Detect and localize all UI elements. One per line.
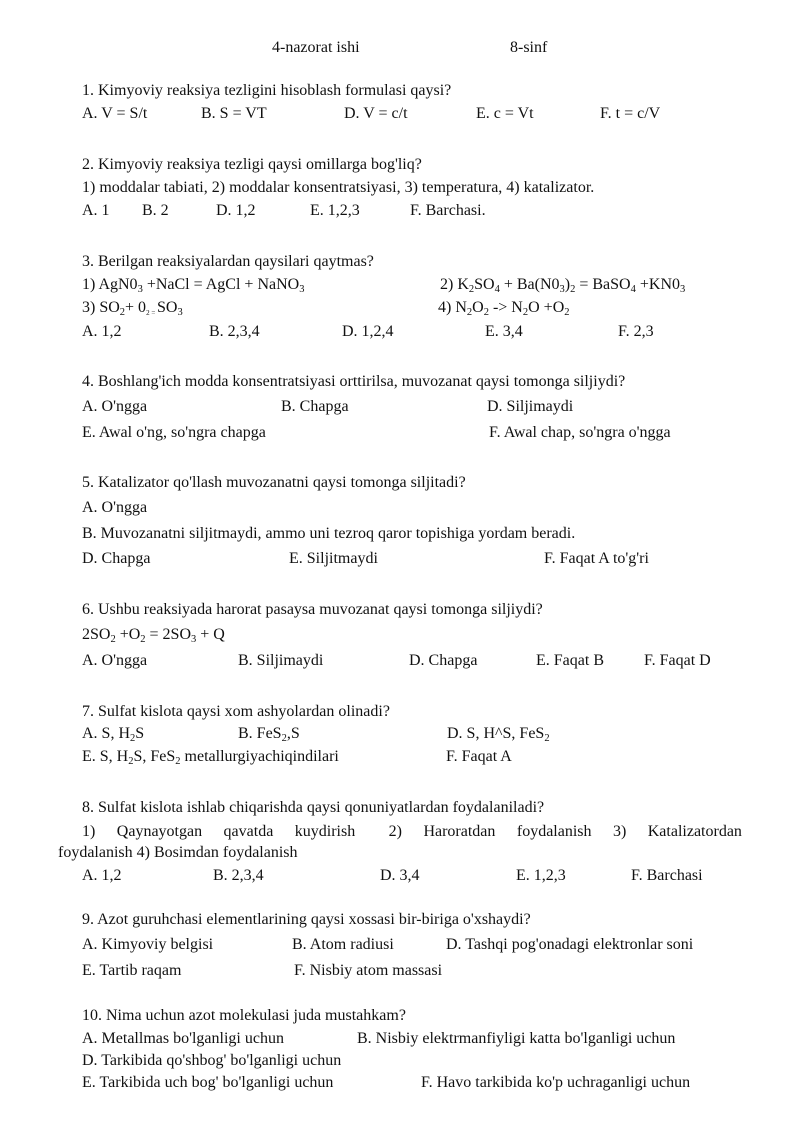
q2-option-d: D. 1,2: [216, 202, 256, 219]
q10-option-e: E. Tarkibida uch bog' bo'lganligi uchun: [82, 1074, 334, 1091]
q6-equation: $2SO_2 +O_2 = 2SO_3 + Q$: [82, 626, 225, 645]
q2-option-b: B. 2: [142, 202, 169, 219]
q4-option-f: F. Awal chap, so'ngra o'ngga: [489, 424, 671, 441]
q1-option-d: D. V = c/t: [344, 105, 408, 122]
question-4: 4. Boshlang'ich modda konsentratsiyasi orttirilsa, muvozanat qaysi tomonga siljiydi?: [82, 373, 626, 390]
q6-option-b: B. Siljimaydi: [238, 652, 324, 669]
test-title: 4-nazorat ishi: [272, 39, 360, 56]
q8-option-e: E. 1,2,3: [516, 867, 566, 884]
q7-option-a: A. S, $H_2S$: [82, 725, 145, 744]
q6-option-d: D. Chapga: [409, 652, 478, 669]
grade-label: 8-sinf: [510, 39, 548, 56]
q4-option-e: E. Awal o'ng, so'ngra chapga: [82, 424, 266, 441]
q7-option-e: E. S, $H_2S$, FeS$_2$ metallurgiyachiqindilari: [82, 748, 339, 767]
q9-option-d: D. Tashqi pog'onadagi elektronlar soni: [446, 936, 694, 953]
q1-option-a: A. V = S/t: [82, 105, 148, 122]
q9-option-b: B. Atom radiusi: [292, 936, 394, 953]
q3-reaction-4: 4) $N_2O_2 -> N_2O +O_2$: [438, 299, 570, 318]
q8-option-b: B. 2,3,4: [213, 867, 264, 884]
q3-reaction-3: 3) $SO_2+ 0_{2 =}$ $SO_3$: [82, 299, 183, 318]
q4-option-d: D. Siljimaydi: [487, 398, 574, 415]
q5-option-a: A. O'ngga: [82, 499, 148, 516]
q3-option-f: F. 2,3: [618, 323, 654, 340]
q4-option-b: B. Chapga: [281, 398, 349, 415]
q9-option-f: F. Nisbiy atom massasi: [294, 962, 443, 979]
q3-option-b: B. 2,3,4: [209, 323, 260, 340]
q10-option-d: D. Tarkibida qo'shbog' bo'lganligi uchun: [82, 1052, 342, 1069]
question-8: 8. Sulfat kislota ishlab chiqarishda qaysi qonuniyatlardan foydalaniladi?: [82, 799, 545, 816]
q9-option-a: A. Kimyoviy belgisi: [82, 936, 214, 953]
q10-option-a: A. Metallmas bo'lganligi uchun: [82, 1030, 284, 1047]
q8-option-a: A. 1,2: [82, 867, 122, 884]
q9-option-e: E. Tartib raqam: [82, 962, 182, 979]
q3-option-e: E. 3,4: [485, 323, 523, 340]
q10-option-b: B. Nisbiy elektrmanfiyligi katta bo'lganligi uchun: [357, 1030, 676, 1047]
question-7: 7. Sulfat kislota qaysi xom ashyolardan olinadi?: [82, 703, 390, 720]
q5-option-d: D. Chapga: [82, 550, 151, 567]
question-5: 5. Katalizator qo'llash muvozanatni qaysi tomonga siljitadi?: [82, 474, 466, 491]
q1-option-e: E. c = Vt: [476, 105, 534, 122]
q1-option-f: F. t = c/V: [600, 105, 661, 122]
q6-option-f: F. Faqat D: [644, 652, 711, 669]
question-1: 1. Kimyoviy reaksiya tezligini hisoblash formulasi qaysi?: [82, 82, 452, 99]
question-6: 6. Ushbu reaksiyada harorat pasaysa muvozanat qaysi tomonga siljiydi?: [82, 601, 543, 618]
q8-methods-line-2: foydalanish 4) Bosimdan foydalanish: [58, 844, 298, 861]
q4-option-a: A. O'ngga: [82, 398, 148, 415]
q3-reaction-1: 1) $AgN0_3$ +NaCl = AgCl + NaNO$_3$: [82, 276, 305, 295]
q8-methods-line-1: 1) Qaynayotgan qavatda kuydirish 2) Haroratdan foydalanish 3) Katalizatordan: [82, 823, 742, 840]
q2-option-e: E. 1,2,3: [310, 202, 360, 219]
q6-option-a: A. O'ngga: [82, 652, 148, 669]
question-2: 2. Kimyoviy reaksiya tezligi qaysi omillarga bog'liq?: [82, 156, 422, 173]
q5-option-f: F. Faqat A to'g'ri: [544, 550, 649, 567]
q3-reaction-2: 2) $K_2SO_4 + Ba(N0_3)_2$ = BaSO$_4$ $+KN0_3$: [440, 276, 686, 295]
q3-option-d: D. 1,2,4: [342, 323, 394, 340]
q3-option-a: A. 1,2: [82, 323, 122, 340]
question-3: 3. Berilgan reaksiyalardan qaysilari qaytmas?: [82, 253, 374, 270]
q5-option-e: E. Siljitmaydi: [289, 550, 378, 567]
q5-option-b: B. Muvozanatni siljitmaydi, ammo uni tezroq qaror topishiga yordam beradi.: [82, 525, 576, 542]
q7-option-b: B. FeS$_2$,S: [238, 725, 300, 744]
q2-option-a: A. 1: [82, 202, 110, 219]
q8-option-d: D. 3,4: [380, 867, 420, 884]
question-9: 9. Azot guruhchasi elementlarining qaysi xossasi bir-biriga o'xshaydi?: [82, 911, 531, 928]
q1-option-b: B. S = VT: [201, 105, 267, 122]
q10-option-f: F. Havo tarkibida ko'p uchraganligi uchun: [421, 1074, 691, 1091]
question-10: 10. Nima uchun azot molekulasi juda mustahkam?: [82, 1007, 406, 1024]
q6-option-e: E. Faqat B: [536, 652, 604, 669]
q7-option-d: D. S, H^S, FeS$_2$: [447, 725, 550, 744]
q2-factors: 1) moddalar tabiati, 2) moddalar konsentratsiyasi, 3) temperatura, 4) katalizator.: [82, 179, 595, 196]
q7-option-f: F. Faqat A: [446, 748, 512, 765]
q2-option-f: F. Barchasi.: [410, 202, 486, 219]
q8-option-f: F. Barchasi: [631, 867, 703, 884]
